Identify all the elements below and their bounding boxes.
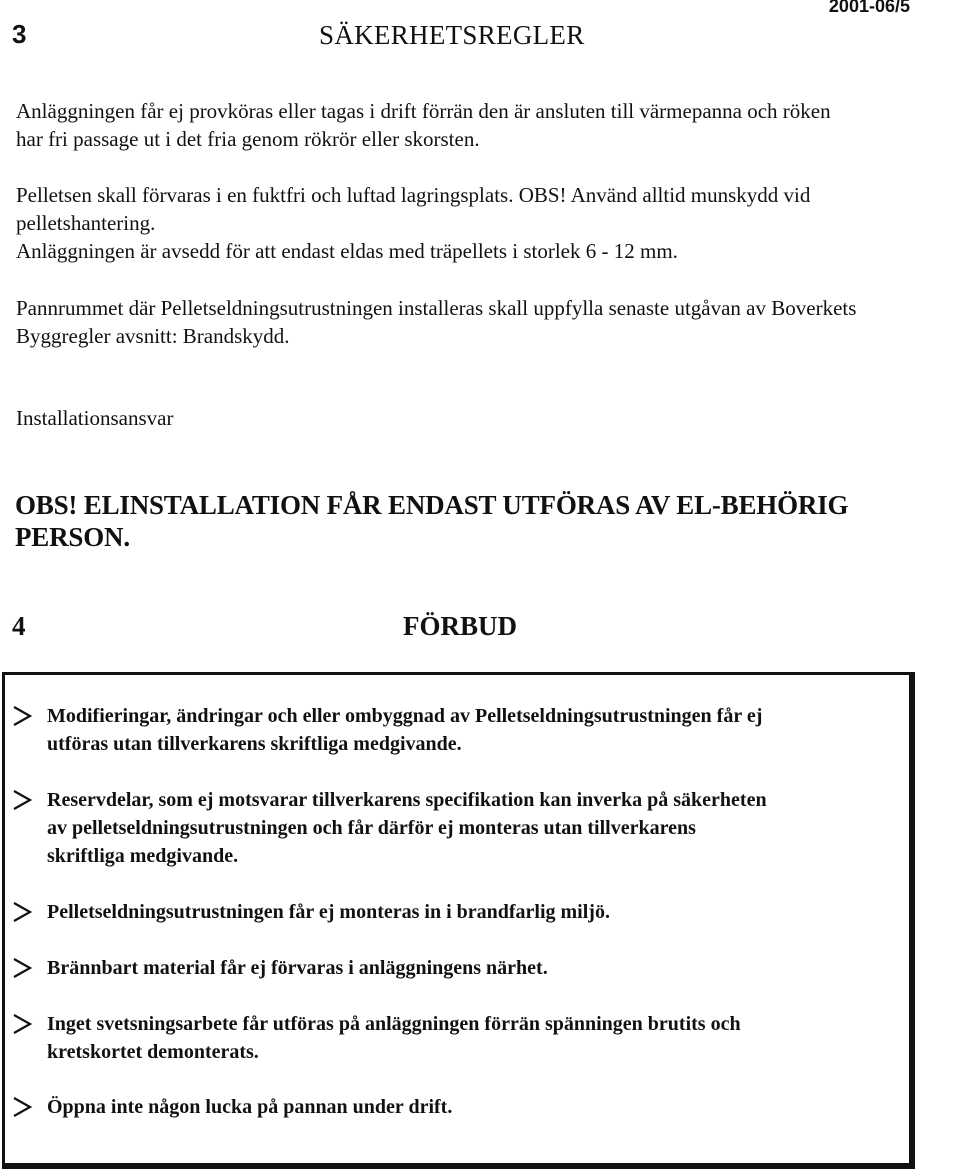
paragraph-line: Anläggningen är avsedd för att endast eldas med träpellets i storlek 6 - 12 mm. bbox=[16, 239, 678, 263]
warning-line: OBS! ELINSTALLATION FÅR ENDAST UTFÖRAS AV EL-BEHÖRIG bbox=[15, 490, 849, 520]
arrow-right-icon bbox=[10, 1095, 34, 1119]
item-line: utföras utan tillverkarens skriftliga medgivande. bbox=[47, 733, 462, 755]
section-title: SÄKERHETSREGLER bbox=[319, 20, 585, 50]
paragraph-line: Byggregler avsnitt: Brandskydd. bbox=[16, 324, 290, 348]
paragraph-operation-requirement bbox=[16, 97, 956, 153]
document-date: 2001-06/5 bbox=[828, 0, 910, 16]
section-title: FÖRBUD bbox=[403, 611, 517, 641]
arrow-right-icon bbox=[10, 956, 34, 980]
paragraph-line: pelletshantering. bbox=[16, 211, 156, 235]
item-line: Reservdelar, som ej motsvarar tillverkarens specifikation kan inverka på säkerheten bbox=[47, 789, 767, 811]
electrical-warning bbox=[15, 489, 848, 553]
item-line: Pelletseldningsutrustningen får ej monteras in i brandfarlig miljö. bbox=[47, 901, 610, 923]
section-number: 4 bbox=[12, 611, 26, 641]
section-number: 3 bbox=[12, 19, 27, 49]
arrow-right-icon bbox=[10, 704, 34, 728]
installation-heading: Installationsansvar bbox=[16, 406, 174, 430]
arrow-right-icon bbox=[10, 1012, 34, 1036]
item-line: skriftliga medgivande. bbox=[47, 845, 239, 867]
arrow-right-icon bbox=[10, 788, 34, 812]
paragraph-line: Anläggningen får ej provköras eller tagas i drift förrän den är ansluten till värmepanna och röken bbox=[16, 99, 831, 123]
paragraph-pellet-storage bbox=[16, 181, 956, 265]
paragraph-line: har fri passage ut i det fria genom rökrör eller skorsten. bbox=[16, 127, 480, 151]
item-line: Öppna inte någon lucka på pannan under drift. bbox=[47, 1096, 453, 1118]
item-line: Modifieringar, ändringar och eller ombyggnad av Pelletseldningsutrustningen får ej bbox=[47, 705, 763, 727]
item-line: Inget svetsningsarbete får utföras på anläggningen förrän spänningen brutits och bbox=[47, 1013, 741, 1035]
arrow-right-icon bbox=[10, 900, 34, 924]
paragraph-line: Pelletsen skall förvaras i en fuktfri och luftad lagringsplats. OBS! Använd alltid munskydd vid bbox=[16, 183, 811, 207]
item-line: kretskortet demonterats. bbox=[47, 1041, 259, 1063]
warning-line: PERSON. bbox=[15, 522, 130, 552]
paragraph-boiler-room bbox=[16, 294, 956, 350]
item-line: av pelletseldningsutrustningen och får därför ej monteras utan tillverkarens bbox=[47, 817, 696, 839]
item-line: Brännbart material får ej förvaras i anläggningens närhet. bbox=[47, 957, 548, 979]
paragraph-line: Pannrummet där Pelletseldningsutrustningen installeras skall uppfylla senaste utgåvan av Boverkets bbox=[16, 296, 857, 320]
